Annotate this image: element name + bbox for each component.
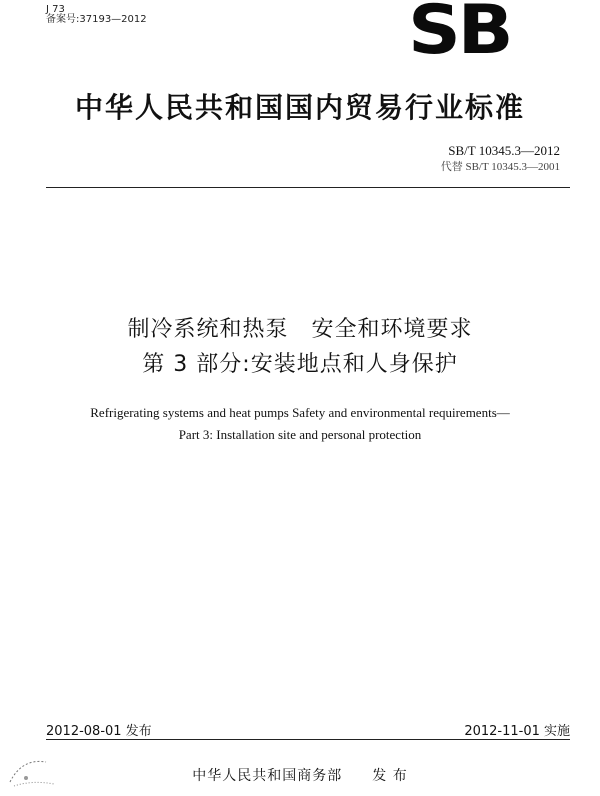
implementation-date: 2012-11-01 实施 xyxy=(464,724,570,739)
standard-category-title: 中华人民共和国国内贸易行业标准 xyxy=(74,91,525,124)
document-title-cn-line1: 制冷系统和热泵 安全和环境要求 xyxy=(127,317,473,342)
document-title-en-line2: Part 3: Installation site and personal protection xyxy=(178,427,422,442)
replaces-standard: 代替 SB/T 10345.3—2001 xyxy=(440,161,560,173)
top-divider xyxy=(46,187,570,188)
document-title-cn-line2: 第 3 部分:安装地点和人身保护 xyxy=(142,352,458,377)
standard-number: SB/T 10345.3—2012 xyxy=(448,143,560,158)
document-title-en-line1: Refrigerating systems and heat pumps Safety and environmental requirements— xyxy=(90,405,510,420)
ccs-code: J 73 xyxy=(46,4,65,15)
issuing-authority: 中华人民共和国商务部 发 布 xyxy=(192,768,408,784)
record-number: 备案号:37193—2012 xyxy=(46,14,147,25)
bottom-divider xyxy=(46,739,570,740)
issue-date: 2012-08-01 发布 xyxy=(46,724,152,739)
sb-logo: SB xyxy=(408,0,511,70)
